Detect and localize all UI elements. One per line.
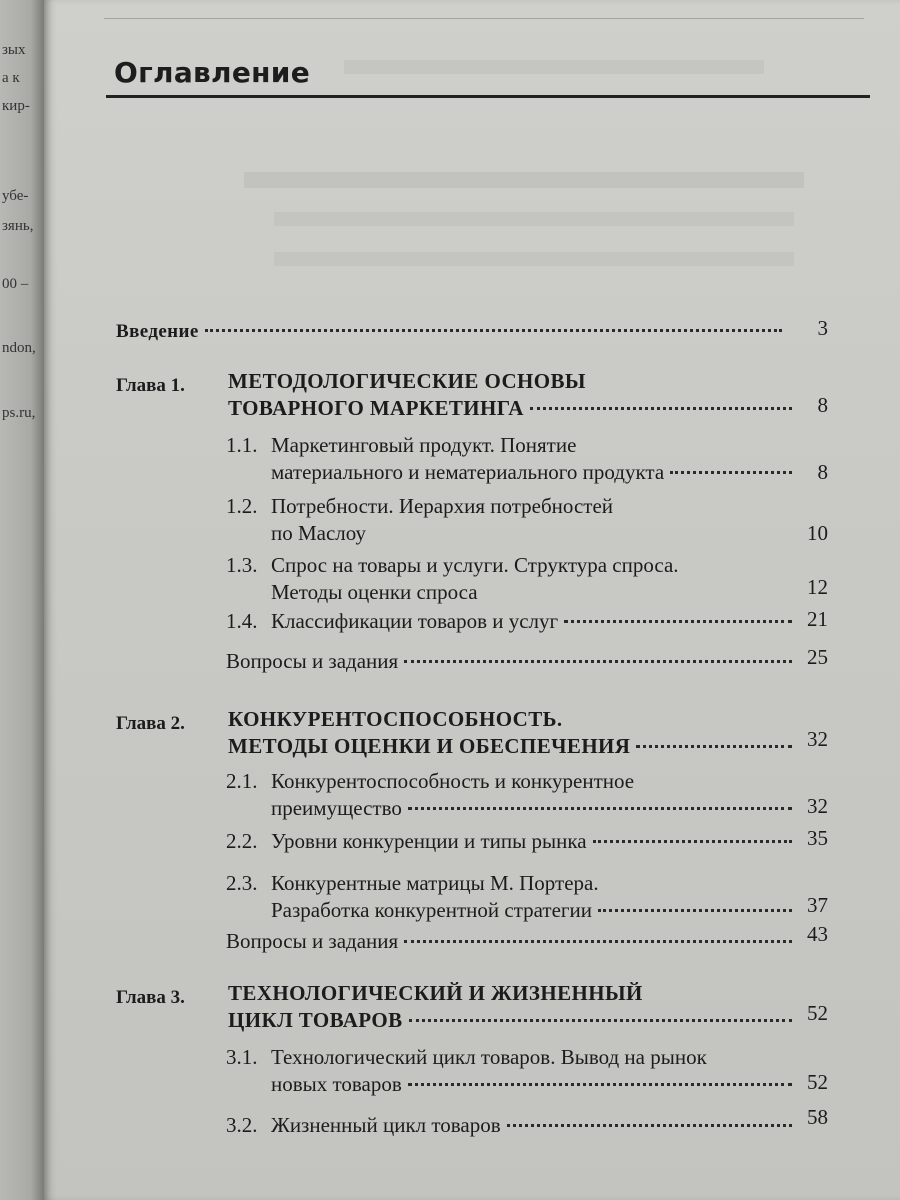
section-title-line: Потребности. Иерархия потребностей [271, 494, 613, 518]
dot-leader [598, 909, 792, 912]
intro-label: Введение [116, 321, 199, 342]
prev-page-fragment: а к [2, 70, 20, 86]
section-title-line: преимущество [271, 796, 402, 820]
prev-page-fragment: 00 – [2, 276, 29, 292]
dot-leader [205, 329, 782, 332]
dot-leader [670, 471, 792, 474]
chapter-title-line: ТОВАРНОГО МАРКЕТИНГА [228, 396, 524, 420]
page-number: 35 [807, 826, 828, 850]
book-page [44, 0, 900, 1200]
dot-leader [404, 940, 792, 943]
chapter-label: Глава 1. [116, 375, 185, 396]
page-title: Оглавление [114, 56, 311, 89]
page-number: 32 [807, 794, 828, 818]
chapter-title-line: МЕТОДЫ ОЦЕНКИ И ОБЕСПЕЧЕНИЯ [228, 734, 631, 758]
title-underline [106, 95, 870, 98]
section-title-line: Классификации товаров и услуг [271, 609, 559, 633]
previous-page-edge [0, 0, 44, 1200]
dot-leader [404, 660, 792, 663]
dot-leader [593, 840, 792, 843]
dot-leader [409, 1019, 792, 1022]
section-number: 2.3. [226, 871, 258, 895]
show-through-shadow [274, 212, 794, 226]
section-number: 3.1. [226, 1045, 258, 1069]
chapter-label: Глава 3. [116, 987, 185, 1008]
prev-page-fragment: ps.ru, [2, 405, 36, 421]
page-number: 3 [817, 316, 828, 340]
dot-leader [564, 620, 792, 623]
section-title-line: Спрос на товары и услуги. Структура спроса. [271, 553, 679, 577]
prev-page-fragment: ndon, [2, 340, 36, 356]
prev-page-fragment: зянь, [2, 218, 34, 234]
section-number: 1.1. [226, 433, 258, 457]
show-through-shadow [344, 60, 764, 74]
show-through-shadow [244, 172, 804, 188]
toc-entry-intro [116, 318, 828, 345]
page-number: 8 [817, 460, 828, 484]
page-number: 43 [807, 922, 828, 946]
page-number: 10 [807, 521, 828, 545]
prev-page-fragment: зых [2, 42, 26, 58]
section-number: 1.4. [226, 609, 258, 633]
page-number: 32 [807, 727, 828, 751]
chapter-label: Глава 2. [116, 713, 185, 734]
running-head-rule [104, 18, 864, 19]
section-title-line: по Маслоу [271, 521, 366, 545]
dot-leader [408, 807, 792, 810]
page-number: 21 [807, 607, 828, 631]
prev-page-fragment: убе- [2, 188, 29, 204]
page-number: 12 [807, 575, 828, 599]
section-title-line: Жизненный цикл товаров [271, 1113, 501, 1137]
section-number: 1.3. [226, 553, 258, 577]
dot-leader [530, 407, 792, 410]
dot-leader [636, 745, 792, 748]
dot-leader [507, 1124, 792, 1127]
section-title-line: Конкурентоспособность и конкурентное [271, 769, 635, 793]
chapter-title-line: МЕТОДОЛОГИЧЕСКИЕ ОСНОВЫ [228, 369, 586, 393]
section-title-line: Конкурентные матрицы М. Портера. [271, 871, 599, 895]
section-number: 2.1. [226, 769, 258, 793]
section-title-line: Вопросы и задания [226, 929, 399, 953]
page-number: 52 [807, 1070, 828, 1094]
section-title-line: Методы оценки спроса [271, 580, 478, 604]
chapter-title-line: КОНКУРЕНТОСПОСОБНОСТЬ. [228, 707, 563, 731]
section-number: 1.2. [226, 494, 258, 518]
section-number: 2.2. [226, 829, 258, 853]
section-title-line: Технологический цикл товаров. Вывод на рынок [271, 1045, 707, 1069]
section-title-line: новых товаров [271, 1072, 402, 1096]
section-title-line: Разработка конкурентной стратегии [271, 898, 593, 922]
section-title-line: Вопросы и задания [226, 649, 399, 673]
prev-page-fragment: кир- [2, 98, 30, 114]
section-number: 3.2. [226, 1113, 258, 1137]
section-title-line: Маркетинговый продукт. Понятие [271, 433, 577, 457]
page-number: 52 [807, 1001, 828, 1025]
chapter-title-line: ЦИКЛ ТОВАРОВ [228, 1008, 403, 1032]
show-through-shadow [274, 252, 794, 266]
chapter-title-line: ТЕХНОЛОГИЧЕСКИЙ И ЖИЗНЕННЫЙ [228, 981, 643, 1005]
page-number: 37 [807, 893, 828, 917]
page-number: 25 [807, 645, 828, 669]
dot-leader [408, 1083, 792, 1086]
section-title-line: материального и нематериального продукта [271, 460, 665, 484]
page-number: 58 [807, 1105, 828, 1129]
page-number: 8 [817, 393, 828, 417]
section-title-line: Уровни конкуренции и типы рынка [271, 829, 587, 853]
